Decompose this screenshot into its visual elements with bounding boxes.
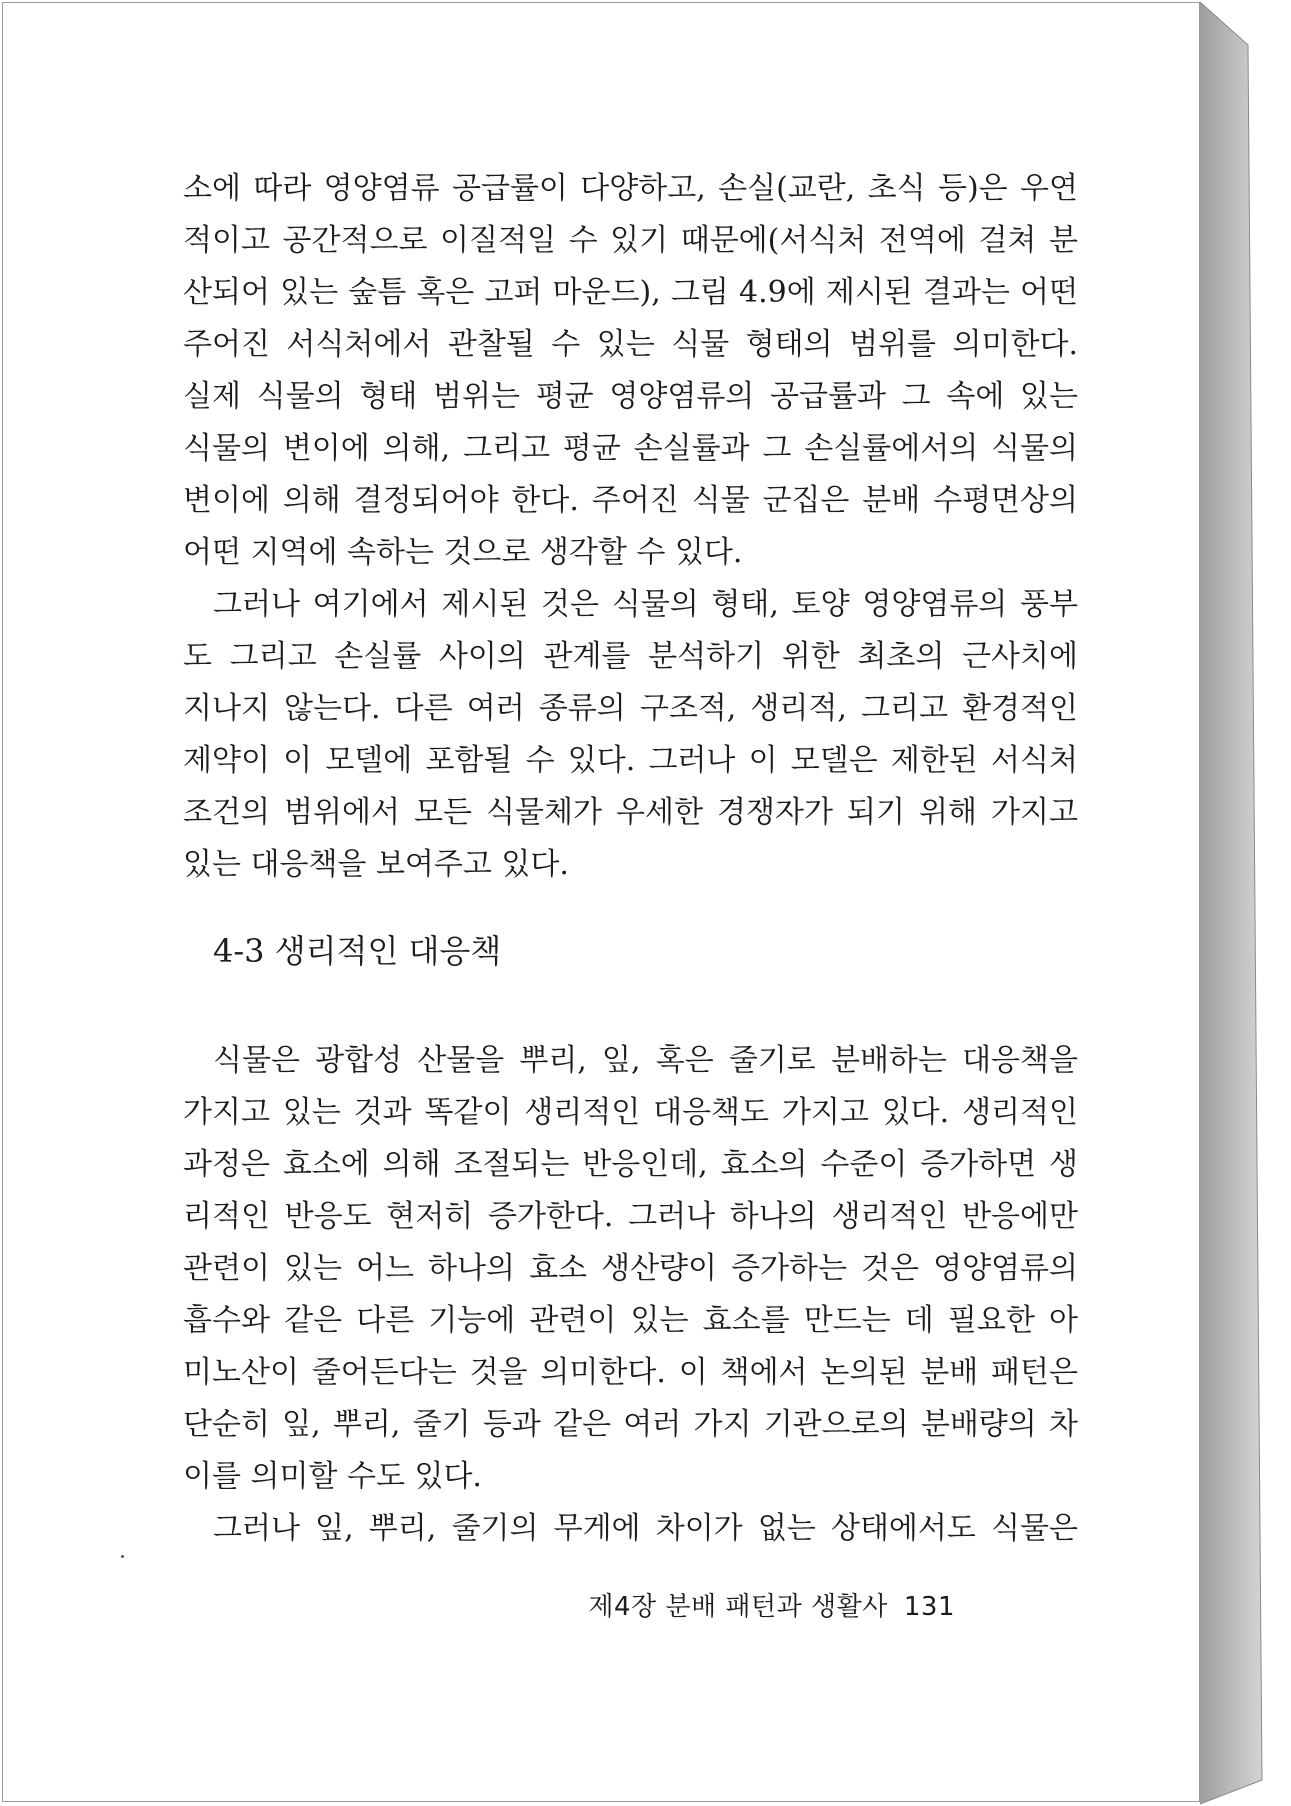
paragraph-4 [183,1503,1078,1555]
book-page [2,2,1200,1802]
running-head: 제4장 분배 패턴과 생활사 [588,1592,888,1622]
text-line: 관련이 있는 어느 하나의 효소 생산량이 증가하는 것은 영양염류의 [183,1251,1078,1286]
text-line: 어떤 지역에 속하는 것으로 생각할 수 있다. [183,535,743,570]
text-line: 그러나 여기에서 제시된 것은 식물의 형태, 토양 영양염류의 풍부 [213,587,1078,622]
text-line: 단순히 잎, 뿌리, 줄기 등과 같은 여러 가지 기관으로의 분배량의 차 [183,1407,1078,1442]
scan-speck [121,1555,124,1558]
text-line: 흡수와 같은 다른 기능에 관련이 있는 효소를 만드는 데 필요한 아 [183,1303,1078,1338]
paragraph-1 [183,163,1078,579]
text-line: 산되어 있는 숲틈 혹은 고퍼 마운드), 그림 4.9에 제시된 결과는 어떤 [183,275,1078,310]
text-line: 있는 대응책을 보여주고 있다. [183,847,569,882]
text-line: 조건의 범위에서 모든 식물체가 우세한 경쟁자가 되기 위해 가지고 [183,795,1078,830]
text-line: 식물은 광합성 산물을 뿌리, 잎, 혹은 줄기로 분배하는 대응책을 [213,1043,1078,1078]
spacer [183,891,1078,925]
page-body [183,163,1078,1555]
paragraph-2 [183,579,1078,891]
text-line: 도 그리고 손실률 사이의 관계를 분석하기 위한 최초의 근사치에 [183,639,1078,674]
paragraph-3 [183,1035,1078,1503]
text-line: 실제 식물의 형태 범위는 평균 영양염류의 공급률과 그 속에 있는 [183,379,1078,414]
text-line: 이를 의미할 수도 있다. [183,1459,482,1494]
page-footer [588,1587,955,1627]
text-line: 적이고 공간적으로 이질적일 수 있기 때문에(서식처 전역에 걸쳐 분 [183,223,1078,258]
page-number: 131 [903,1592,955,1622]
text-line: 변이에 의해 결정되어야 한다. 주어진 식물 군집은 분배 수평면상의 [183,483,1078,518]
text-line: 가지고 있는 것과 똑같이 생리적인 대응책도 가지고 있다. 생리적인 [183,1095,1078,1130]
text-line: 미노산이 줄어든다는 것을 의미한다. 이 책에서 논의된 분배 패턴은 [183,1355,1078,1390]
text-line: 주어진 서식처에서 관찰될 수 있는 식물 형태의 범위를 의미한다. [183,327,1078,362]
spacer [183,977,1078,1035]
text-line: 제약이 이 모델에 포함될 수 있다. 그러나 이 모델은 제한된 서식처 [183,743,1078,778]
section-heading: 4-3 생리적인 대응책 [213,932,502,970]
text-line: 과정은 효소에 의해 조절되는 반응인데, 효소의 수준이 증가하면 생 [183,1147,1078,1182]
text-line: 식물의 변이에 의해, 그리고 평균 손실률과 그 손실률에서의 식물의 [183,431,1078,466]
text-line: 그러나 잎, 뿌리, 줄기의 무게에 차이가 없는 상태에서도 식물은 [213,1511,1078,1546]
text-line: 지나지 않는다. 다른 여러 종류의 구조적, 생리적, 그리고 환경적인 [183,691,1078,726]
text-line: 리적인 반응도 현저히 증가한다. 그러나 하나의 생리적인 반응에만 [183,1199,1078,1234]
text-line: 소에 따라 영양염류 공급률이 다양하고, 손실(교란, 초식 등)은 우연 [183,171,1078,206]
